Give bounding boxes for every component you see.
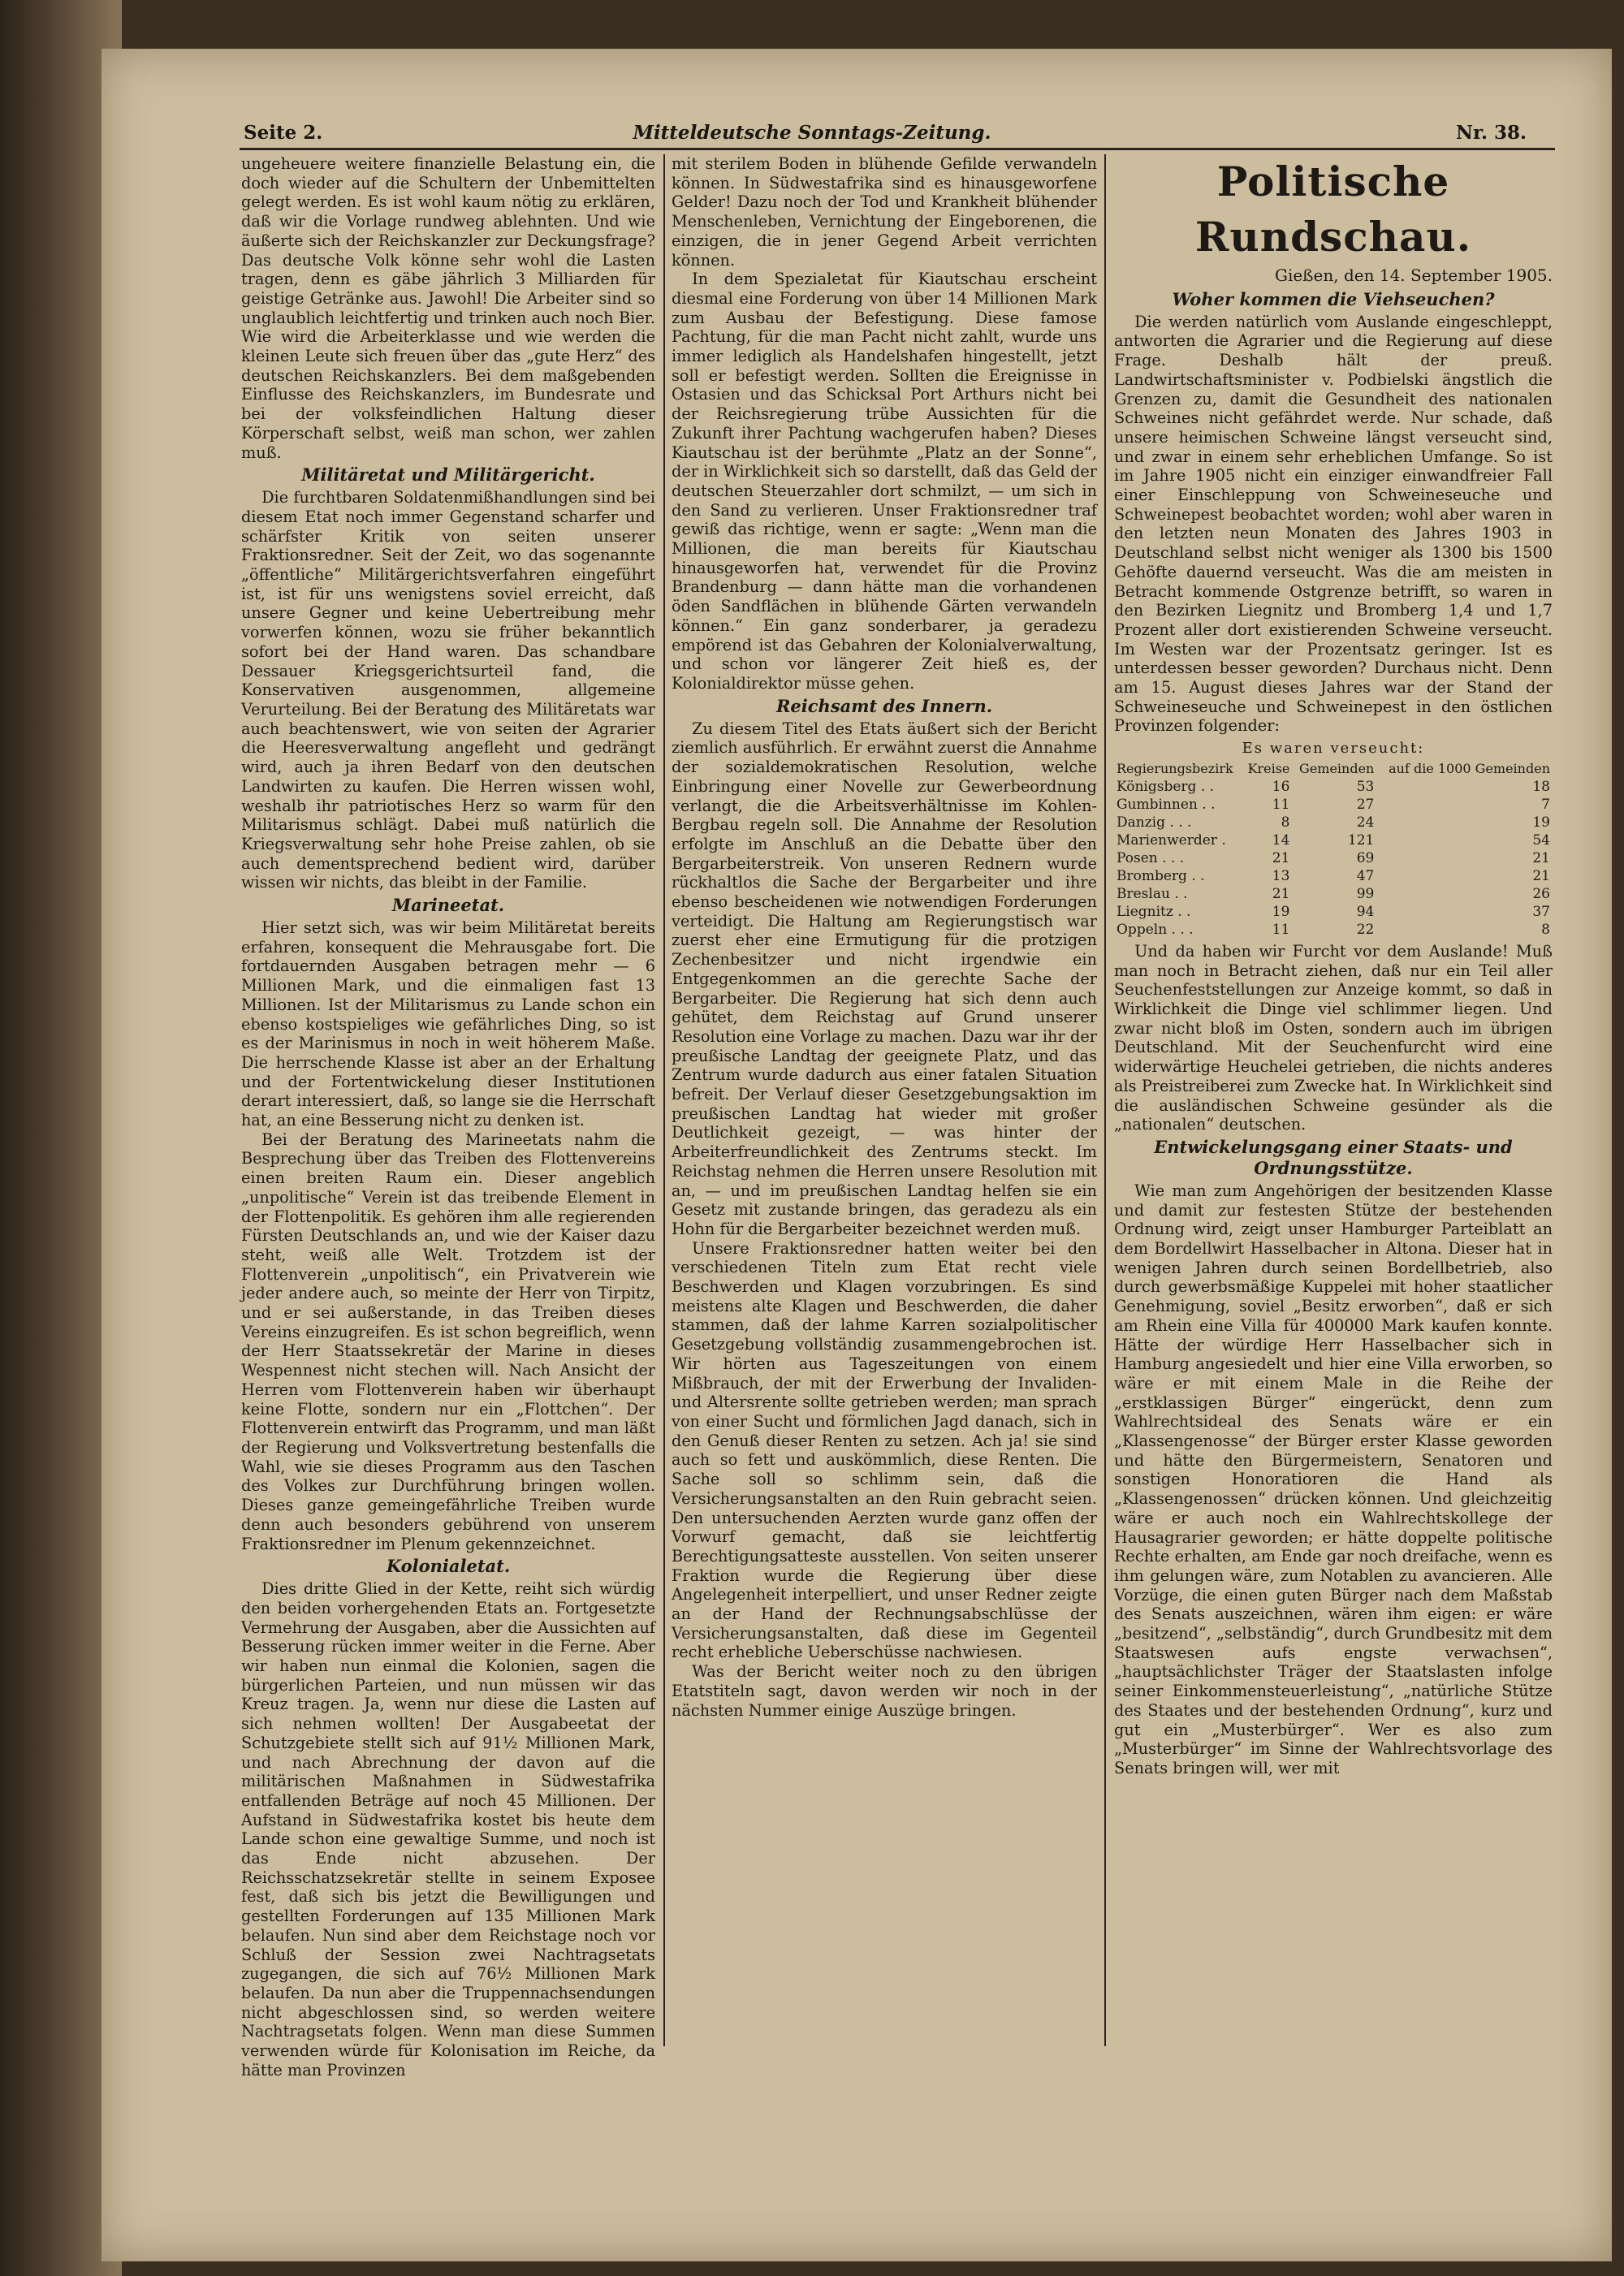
paragraph: Hier setzt sich, was wir beim Militäretat bereits erfahren, konsequent die Mehrausgabe fort. Die fortdauernden Ausgaben betragen mehr — 6 Millionen Mark, und die einmaligen fast 13 Millionen. Ist der Militarismus zu Lande schon ein ebenso kostspieliges wie gefährliches Ding, so ist es der Marinismus in noch in weit höherem Maße. Die herrschende Klasse ist aber an der Erhaltung und der Fortentwickelung dieser Institutionen derart interessiert, daß, so lange sie die Herrschaft hat, an eine Besserung nicht zu denken ist. bbox=[241, 918, 655, 1130]
table-cell: 121 bbox=[1347, 831, 1375, 849]
section-heading: Entwickelungsgang einer Staats- und Ordnungsstütze. bbox=[1154, 1136, 1513, 1178]
issue-label: Nr. 38. bbox=[1455, 122, 1527, 144]
table-cell: 21 bbox=[1272, 885, 1290, 902]
table-header: Gemeinden bbox=[1299, 760, 1375, 776]
section-heading: Militäretat und Militärgericht. bbox=[301, 464, 595, 486]
table-cell: Danzig . . . bbox=[1116, 814, 1192, 831]
table-row bbox=[1114, 796, 1553, 814]
paragraph: Was der Bericht weiter noch zu den übrigen Etatstiteln sagt, davon werden wir noch in der nächsten Nummer einige Auszüge bringen. bbox=[672, 1662, 1097, 1720]
table-cell: 21 bbox=[1532, 867, 1550, 884]
table-cell: 94 bbox=[1356, 903, 1375, 920]
table-header-row bbox=[1114, 760, 1553, 778]
table-cell: 8 bbox=[1541, 921, 1550, 938]
column-rule bbox=[1104, 154, 1106, 2046]
paragraph: Bei der Beratung des Marineetats nahm die Besprechung über das Treiben des Flottenvereins einen breiten Raum ein. Dieser angeblich „unpolitische“ Verein ist das treibende Element in der Flottenpolitik. Es gehören ihm alle regierenden Fürsten Deutschlands an, und wie der Kaiser dazu steht, weiß alle Welt. Trotzdem ist der Flottenverein „unpolitisch“, ein Privatverein wie jeder andere auch, so meinte der Herr von Tirpitz, und er sei außerstande, in das Treiben dieses Vereins einzugreifen. Es ist schon begreiflich, wenn der Herr Staatssekretär der Marine in dieses Wespennest nicht stechen will. Nach Ansicht der Herren vom Flottenverein haben wir überhaupt keine Flotte, sondern nur ein „Flottchen“. Der Flottenverein entwirft das Programm, und man läßt der Regierung und Volksvertretung bestenfalls die Wahl, wie sie dieses Programm aus den Taschen des Volkes zur Durchführung bringen wollen. Dieses ganze gemeingefährliche Treiben wurde denn auch besonders gebührend von unserem Fraktionsredner im Plenum gekennzeichnet. bbox=[241, 1129, 655, 1553]
table-cell: 21 bbox=[1272, 849, 1290, 866]
section-heading: Reichsamt des Innern. bbox=[775, 695, 993, 716]
table-cell: 14 bbox=[1272, 831, 1290, 849]
table-cell: 54 bbox=[1532, 831, 1550, 849]
table-row bbox=[1114, 778, 1553, 796]
table-cell: 47 bbox=[1356, 867, 1375, 884]
table-cell: Bromberg . . bbox=[1116, 867, 1205, 884]
table-cell: Gumbinnen . . bbox=[1116, 796, 1216, 813]
table-row bbox=[1114, 921, 1553, 939]
paragraph: Die werden natürlich vom Auslande eingeschleppt, antworten die Agrarier und die Regierung auf diese Frage. Deshalb hält der preuß. Landwirtschaftsminister v. Podbielski ängstlich die Grenzen zu, damit die Gesundheit des nationalen Schweines nicht gefährdet werde. Nur schade, daß unsere heimischen Schweine längst verseucht sind, und zwar in einem sehr erheblichen Umfange. So ist im Jahre 1905 nicht ein einziger einwandfreier Fall einer Einschleppung von Schweineseuche und Schweinepest beobachtet worden; wohl aber waren in den letzten neun Monaten des Jahres 1903 in Deutschland selbst nicht weniger als 1300 bis 1500 Gehöfte dauernd verseucht. Was die am meisten in Betracht kommende Ostgrenze betrifft, so waren in den Bezirken Liegnitz und Bromberg 1,4 und 1,7 Prozent aller dort existierenden Schweine verseucht. Im Westen war der Prozentsatz geringer. Ist es unterdessen besser geworden? Durchaus nicht. Denn am 15. August dieses Jahres war der Stand der Schweineseuche und Schweinepest in den östlichen Provinzen folgender: bbox=[1114, 312, 1553, 736]
table-cell: 22 bbox=[1356, 921, 1375, 938]
table-cell: 13 bbox=[1272, 867, 1290, 884]
paper-title: Mitteldeutsche Sonntags-Zeitung. bbox=[633, 122, 991, 144]
table-header: Regierungsbezirk bbox=[1116, 760, 1233, 776]
table-cell: 8 bbox=[1281, 814, 1290, 831]
table-row bbox=[1114, 903, 1553, 921]
paragraph: Die furchtbaren Soldatenmißhandlungen sind bei diesem Etat noch immer Gegenstand scharfer und schärfster Kritik von seiten unserer Fraktionsredner. Seit der Zeit, wo das sogenannte „öffentliche“ Militärgerichtsverfahren eingeführt ist, ist für uns wenigstens soviel erreicht, daß unsere Gegner und keine Uebertreibung mehr vorwerfen können, wozu sie früher bekanntlich sofort bei der Hand waren. Das schandbare Dessauer Kriegsgerichtsurteil fand, die Konservativen ausgenommen, allgemeine Verurteilung. Bei der Beratung des Militäretats war auch beachtenswert, wie von seiten der Agrarier die Heeresverwaltung angefleht und gedrängt wird, auch ja ihren Bedarf von den deutschen Landwirten zu kaufen. Die Herren wissen wohl, weshalb ihr patriotisches Herz so warm für den Militarismus schlägt. Dabei muß natürlich die Kriegsverwaltung sehr hohe Preise zahlen, ob sie auch dementsprechend bedient wird, darüber wissen wir nichts, das bleibt in der Familie. bbox=[241, 488, 655, 892]
paragraph: Unsere Fraktionsredner hatten weiter bei den verschiedenen Titeln zum Etat recht viele Beschwerden und Klagen vorzubringen. Es sind meistens alte Klagen und Beschwerden, die daher stammen, daß der lahme Karren sozialpolitischer Gesetzgebung vollständig zusammengebrochen ist. Wir hörten aus Tageszeitungen von einem Mißbrauch, der mit der Erwerbung der Invaliden- und Altersrente sollte getrieben werden; man sprach von einer Sucht und förmlichen Jagd danach, sich in den Genuß dieser Renten zu setzen. Ach ja! sie sind auch so fett und auskömmlich, diese Renten. Die Sache soll so schlimm sein, daß die Versicherungsanstalten an den Ruin gebracht seien. Den untersuchenden Aerzten wurde ganz offen der Vorwurf gemacht, daß sie leichtfertig Berechtigungsatteste ausstellen. Von seiten unserer Fraktion wurde die Regierung über diese Angelegenheit interpelliert, und unser Redner zeigte an der Hand der Rechnungsabschlüsse der Versicherungsanstalten, daß diese im Gegenteil recht erhebliche Ueberschüsse nachwiesen. bbox=[672, 1238, 1097, 1662]
table-row bbox=[1114, 849, 1553, 867]
section-heading: Woher kommen die Viehseuchen? bbox=[1172, 288, 1495, 309]
table-cell: Marienwerder . bbox=[1116, 831, 1226, 849]
table-cell: 11 bbox=[1272, 921, 1290, 938]
table-row bbox=[1114, 885, 1553, 903]
paragraph: Und da haben wir Furcht vor dem Auslande! Muß man noch in Betracht ziehen, daß nur ein Teil aller Seuchenfeststellungen zur Anzeige kommt, so daß in Wirklichkeit die Dinge viel schlimmer liegen. Und zwar nicht bloß im Osten, sondern auch im übrigen Deutschland. Mit der Seuchenfurcht wird eine widerwärtige Heuchelei getrieben, die nichts anderes als Preistreiberei zum Zwecke hat. In Wirklichkeit sind die ausländischen Schweine gesünder als die „nationalen“ deutschen. bbox=[1114, 941, 1553, 1134]
table-header: Kreise bbox=[1247, 760, 1290, 776]
table-cell: 27 bbox=[1356, 796, 1375, 813]
column-2 bbox=[672, 154, 1097, 2054]
table-cell: Breslau . . bbox=[1116, 885, 1188, 902]
table-cell: 69 bbox=[1356, 849, 1375, 866]
table-cell: 11 bbox=[1272, 796, 1290, 813]
table-cell: 26 bbox=[1532, 885, 1550, 902]
table-cell: Königsberg . . bbox=[1116, 778, 1215, 795]
table-cell: 37 bbox=[1532, 903, 1550, 920]
table-cell: 18 bbox=[1532, 778, 1550, 795]
table-cell: 16 bbox=[1272, 778, 1290, 795]
table-row bbox=[1114, 831, 1553, 849]
table-row bbox=[1114, 867, 1553, 885]
table-cell: 24 bbox=[1356, 814, 1375, 831]
column-rule bbox=[663, 154, 665, 2046]
statistics-table bbox=[1114, 760, 1553, 939]
paragraph: In dem Spezialetat für Kiautschau erscheint diesmal eine Forderung von über 14 Millionen Mark zum Ausbau der Befestigung. Diese famose Pachtung, für die man Pacht nicht zahlt, wurde uns immer lediglich als Handelshafen hingestellt, jetzt soll er befestigt werden. Sollten die Ereignisse in Ostasien und das Schicksal Port Arthurs nicht bei der Reichsregierung trübe Aussichten für die Zukunft ihrer Pachtung wachgerufen haben? Dieses Kiautschau ist der berühmte „Platz an der Sonne“, der in Wirklichkeit sich so darstellt, daß das Geld der deutschen Steuerzahler dort schmilzt, — um sich in den Sand zu verlieren. Unser Fraktionsredner traf gewiß das richtige, wenn er sagte: „Wenn man die Millionen, die man bereits für Kiautschau hinausgeworfen hat, verwendet für die Provinz Brandenburg — dann hätte man die vorhandenen öden Sandflächen in blühende Gärten verwandeln können.“ Ein ganz sonderbarer, ja geradezu empörend ist das Gebahren der Kolonialverwaltung, und schon vor längerer Zeit hieß es, der Kolonialdirektor müsse gehen. bbox=[672, 270, 1097, 693]
table-cell: 21 bbox=[1532, 849, 1550, 866]
table-cell: 7 bbox=[1541, 796, 1550, 813]
table-cell: 53 bbox=[1356, 778, 1375, 795]
table-cell: 19 bbox=[1532, 814, 1550, 831]
section-heading: Marineetat. bbox=[391, 895, 505, 916]
masthead-rule bbox=[240, 148, 1555, 150]
table-cell: 19 bbox=[1272, 903, 1290, 920]
table-header: auf die 1000 Gemeinden bbox=[1389, 760, 1550, 776]
table-cell: Liegnitz . . bbox=[1116, 903, 1191, 920]
table-cell: Oppeln . . . bbox=[1116, 921, 1194, 938]
section-title: Politische Rundschau. bbox=[1194, 158, 1472, 261]
table-body bbox=[1114, 778, 1553, 939]
table-caption: Es waren verseucht: bbox=[1242, 740, 1425, 758]
section-heading: Kolonialetat. bbox=[386, 1556, 511, 1577]
table-cell: 99 bbox=[1356, 885, 1375, 902]
paragraph: mit sterilem Boden in blühende Gefilde verwandeln können. In Südwestafrika sind es hinausgeworfene Gelder! Dazu noch der Tod und Krankheit blühender Menschenleben, Vernichtung der Eingeborenen, die einzigen, die in jener Gegend Arbeit verrichten können. bbox=[672, 154, 1097, 270]
column-3 bbox=[1114, 154, 1553, 2054]
paragraph: Zu diesem Titel des Etats äußert sich der Bericht ziemlich ausführlich. Er erwähnt zuerst die Annahme der sozialdemokratischen Resolution, welche Einbringung einer Novelle zur Gewerbeordnung verlangt, die die Arbeitsverhältnisse im Kohlen-Bergbau regeln soll. Die Annahme der Resolution erfolgte im Anschluß an die Debatte über den Bergarbeiterstreik. Von unseren Rednern wurde rückhaltlos die Sache der Bergarbeiter und ihre ebenso bescheidenen wie notwendigen Forderungen verteidigt. Die Haltung am Regierungstisch war zuerst eher eine Ermutigung für die protzigen Zechenbesitzer und nicht irgendwie ein Entgegenkommen an die gerechte Sache der Bergarbeiter. Die Regierung hat sich denn auch gehütet, dem Reichstag auf Grund unserer Resolution eine Vorlage zu machen. Dazu war ihr der preußische Landtag der geeignete Platz, und das Zentrum wurde dadurch aus einer fatalen Situation befreit. Der Verlauf dieser Gesetzgebungsaktion im preußischen Landtag hat wieder mit großer Deutlichkeit gezeigt, — was hinter der Arbeiterfreundlichkeit des Zentrums steckt. Im Reichstag nehmen die Herren unsere Resolution mit an, — und im preußischen Landtag helfen sie ein Gesetz mit zustande bringen, das geradezu als ein Hohn für die Bergarbeiter bezeichnet werden muß. bbox=[672, 719, 1097, 1238]
dateline: Gießen, den 14. September 1905. bbox=[1274, 266, 1553, 285]
table-row bbox=[1114, 814, 1553, 831]
paragraph: ungeheuere weitere finanzielle Belastung ein, die doch wieder auf die Schultern der Unbemittelten gelegt werden. Es ist wohl kaum nötig zu erklären, daß wir die Vorlage rundweg ablehnten. Und wie äußerte sich der Reichskanzler zur Deckungsfrage? Das deutsche Volk könne sehr wohl die Lasten tragen, denn es gäbe jährlich 3 Milliarden für geistige Getränke aus. Jawohl! Die Arbeiter sind so unglaublich leichtfertig und trinken auch noch Bier. Wie wird die Arbeiterklasse und wie werden die kleinen Leute sich freuen über das „gute Herz“ des deutschen Reichskanzlers. Bei dem maßgebenden Einflusse des Reichskanzlers, im Bundesrate und bei der volksfeindlichen Haltung dieser Körperschaft selbst, weiß man schon, wer zahlen muß. bbox=[241, 154, 655, 462]
column-1 bbox=[241, 154, 655, 2079]
table-cell: Posen . . . bbox=[1116, 849, 1185, 866]
page-label: Seite 2. bbox=[244, 122, 323, 144]
paragraph: Dies dritte Glied in der Kette, reiht sich würdig den beiden vorhergehenden Etats an. Fortgesetzte Vermehrung der Ausgaben, aber die Aussichten auf Besserung rücken immer weiter in die Ferne. Aber wir haben nun einmal die Kolonien, sagen die bürgerlichen Parteien, und nun müssen wir das Kreuz tragen. Ja, wenn nur diese die Lasten auf sich nehmen wollten! Der Ausgabeetat der Schutzgebiete stellt sich auf 91½ Millionen Mark, und nach Abrechnung der davon auf die militärischen Maßnahmen in Südwestafrika entfallenden Beträge auf noch 45 Millionen. Der Aufstand in Südwestafrika kostet bis heute dem Lande schon eine gewaltige Summe, und noch ist das Ende nicht abzusehen. Der Reichsschatzsekretär stellte in seinem Exposee fest, daß sich bis jetzt die Bewilligungen und gestellten Forderungen auf 135 Millionen Mark belaufen. Nun sind aber dem Reichstage noch vor Schluß der Session zwei Nachtragsetats zugegangen, die sich auf 76½ Millionen Mark belaufen. Da nun aber die Truppennachsendungen nicht abgeschlossen sind, so werden weitere Nachtragsetats folgen. Wenn man diese Summen verwenden würde für Kolonisation im Reiche, da hätte man Provinzen bbox=[241, 1579, 655, 2079]
paragraph: Wie man zum Angehörigen der besitzenden Klasse und damit zur festesten Stütze der bestehenden Ordnung wird, zeigt unser Hamburger Parteiblatt an dem Bordellwirt Hasselbacher in Altona. Dieser hat in wenigen Jahren durch seinen Bordellbetrieb, also durch gewerbsmäßige Kuppelei mit hoher staatlicher Genehmigung, soviel „Besitz erworben“, daß er sich am Rhein eine Villa für 400000 Mark kaufen konnte. Hätte der würdige Herr Hasselbacher sich in Hamburg angesiedelt und hier eine Villa erworben, so wäre er mit einem Male in die Reihe der „erstklassigen Bürger“ eingerückt, denn zum Wahlrechtsideal des Senats wäre er ein „Klassengenosse“ der Bürger erster Klasse geworden und hätte den Bürgermeistern, Senatoren und sonstigen Honoratioren die Hand als „Klassengenossen“ drücken können. Und gleichzeitig wäre er auch noch ein Wahlrechtskollege der Hausagrarier geworden; er hätte doppelte politische Rechte erhalten, am Ende gar noch dreifache, wenn es ihm gelungen wäre, zum Notablen zu avancieren. Alle Vorzüge, die einen guten Bürger nach dem Maßstab des Senats auszeichnen, wären ihm eigen: er wäre „besitzend“, „selbständig“, durch Grundbesitz mit dem Staatswesen aufs engste verwachsen“, „hauptsächlichster Träger der Staatslasten infolge seiner Einkommensteuerleistung“, „natürliche Stütze des Staates und der bestehenden Ordnung“, kurz und gut ein „Musterbürger“. Wer es also zum „Musterbürger“ im Sinne der Wahlrechtsvorlage des Senats bringen will, wer mit bbox=[1114, 1181, 1553, 1777]
